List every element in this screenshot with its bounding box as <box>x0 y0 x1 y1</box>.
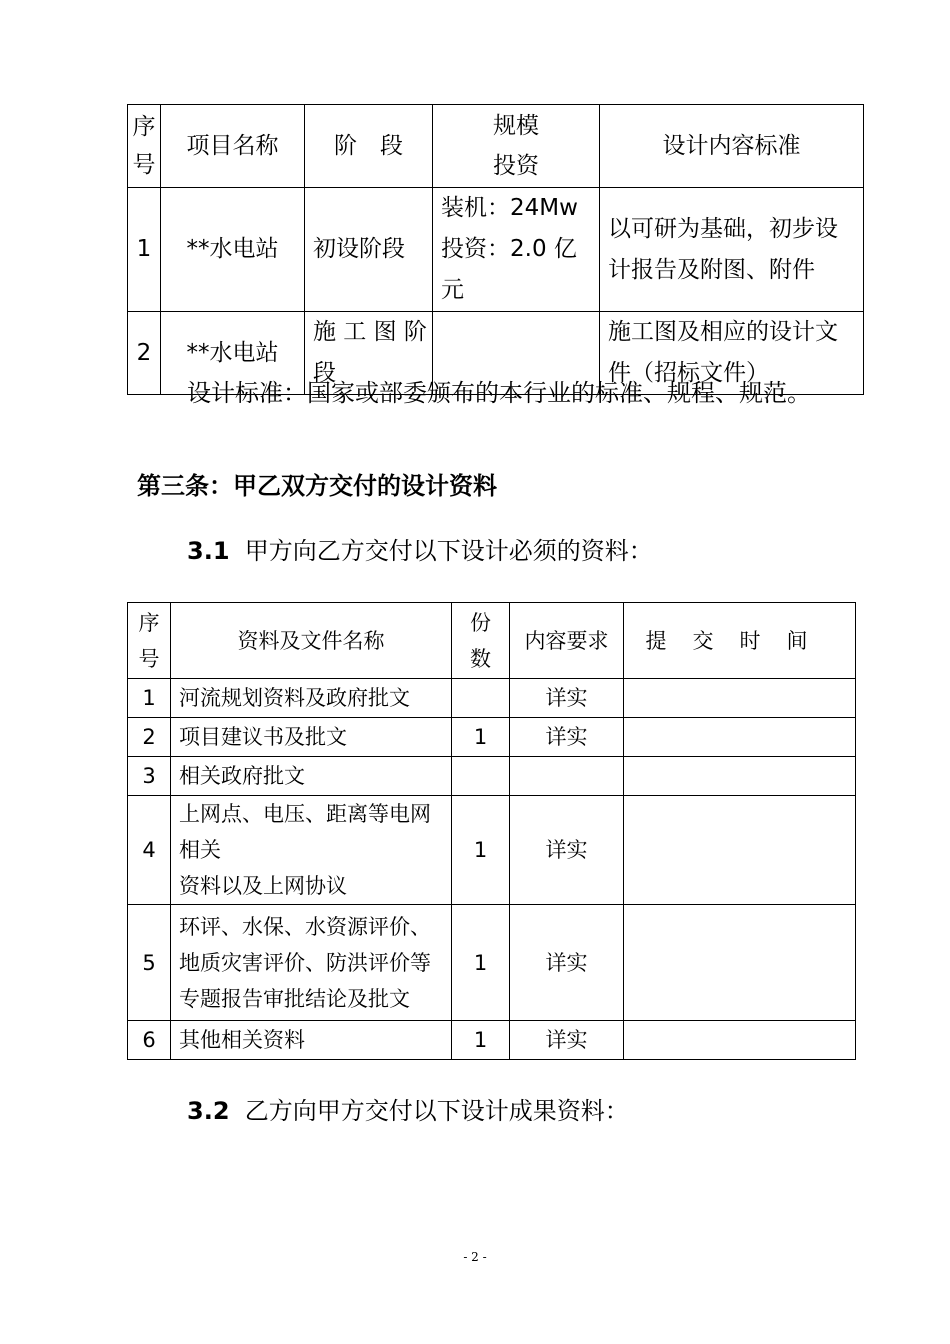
row-copies: 1 <box>452 796 510 905</box>
table-header-row <box>128 603 856 679</box>
row-copies <box>452 679 510 718</box>
table-row <box>128 796 856 905</box>
row-seq: 3 <box>128 757 171 796</box>
header-seq: 序 号 <box>128 105 161 188</box>
section-3-1-number: 3.1 <box>187 537 230 565</box>
row-seq: 6 <box>128 1021 171 1060</box>
design-stage-table <box>127 104 864 395</box>
row-name: 河流规划资料及政府批文 <box>171 679 452 718</box>
header-standard: 设计内容标准 <box>600 105 864 188</box>
table-row <box>128 905 856 1021</box>
row-copies: 1 <box>452 905 510 1021</box>
row-stage: 初设阶段 <box>305 188 433 312</box>
section-3-2-heading <box>187 1091 629 1126</box>
row-requirement: 详实 <box>510 796 624 905</box>
row-time <box>624 1021 856 1060</box>
row-copies: 1 <box>452 718 510 757</box>
row-name: 环评、水保、水资源评价、 地质灾害评价、防洪评价等 专题报告审批结论及批文 <box>171 905 452 1021</box>
row-requirement <box>510 757 624 796</box>
header-name: 资料及文件名称 <box>171 603 452 679</box>
table-row <box>128 757 856 796</box>
row-requirement: 详实 <box>510 905 624 1021</box>
header-requirement: 内容要求 <box>510 603 624 679</box>
section-3-2-text: 乙方向甲方交付以下设计成果资料： <box>244 1097 629 1125</box>
section-3-2-number: 3.2 <box>187 1097 230 1125</box>
article3-heading: 第三条：甲乙双方交付的设计资料 <box>137 472 497 500</box>
row-requirement: 详实 <box>510 718 624 757</box>
row-name: 上网点、电压、距离等电网相关 资料以及上网协议 <box>171 796 452 905</box>
row-name: 项目建议书及批文 <box>171 718 452 757</box>
row-standard: 以可研为基础，初步设 计报告及附图、附件 <box>600 188 864 312</box>
header-scale: 规模 投资 <box>433 105 600 188</box>
header-time: 提交时间 <box>624 603 856 679</box>
row-seq: 2 <box>128 718 171 757</box>
row-time <box>624 905 856 1021</box>
materials-table <box>127 602 856 1060</box>
row-name: 相关政府批文 <box>171 757 452 796</box>
table-row <box>128 188 864 312</box>
row-stage: 施 工 图 阶 段 <box>305 312 433 395</box>
table-row <box>128 679 856 718</box>
header-copies: 份 数 <box>452 603 510 679</box>
row-name: **水电站 <box>161 188 305 312</box>
row-name: 其他相关资料 <box>171 1021 452 1060</box>
row-time <box>624 796 856 905</box>
page-number: - 2 - <box>463 1250 487 1264</box>
row-requirement: 详实 <box>510 679 624 718</box>
row-copies: 1 <box>452 1021 510 1060</box>
section-3-1-heading <box>187 531 653 566</box>
row-seq: 2 <box>128 312 161 395</box>
header-stage: 阶 段 <box>305 105 433 188</box>
table-row <box>128 718 856 757</box>
design-standard-text: 设计标准：国家或部委颁布的本行业的标准、规程、规范。 <box>187 379 811 407</box>
row-standard: 施工图及相应的设计文 件（招标文件） <box>600 312 864 395</box>
table-row <box>128 1021 856 1060</box>
row-scale: 装机：24Mw 投资：2.0 亿元 <box>433 188 600 312</box>
row-seq: 1 <box>128 188 161 312</box>
row-time <box>624 718 856 757</box>
row-time <box>624 757 856 796</box>
row-seq: 5 <box>128 905 171 1021</box>
row-seq: 4 <box>128 796 171 905</box>
row-time <box>624 679 856 718</box>
row-requirement: 详实 <box>510 1021 624 1060</box>
row-seq: 1 <box>128 679 171 718</box>
table-header-row <box>128 105 864 188</box>
row-copies <box>452 757 510 796</box>
row-name: **水电站 <box>161 312 305 395</box>
section-3-1-text: 甲方向乙方交付以下设计必须的资料： <box>244 537 653 565</box>
header-name: 项目名称 <box>161 105 305 188</box>
header-seq: 序 号 <box>128 603 171 679</box>
